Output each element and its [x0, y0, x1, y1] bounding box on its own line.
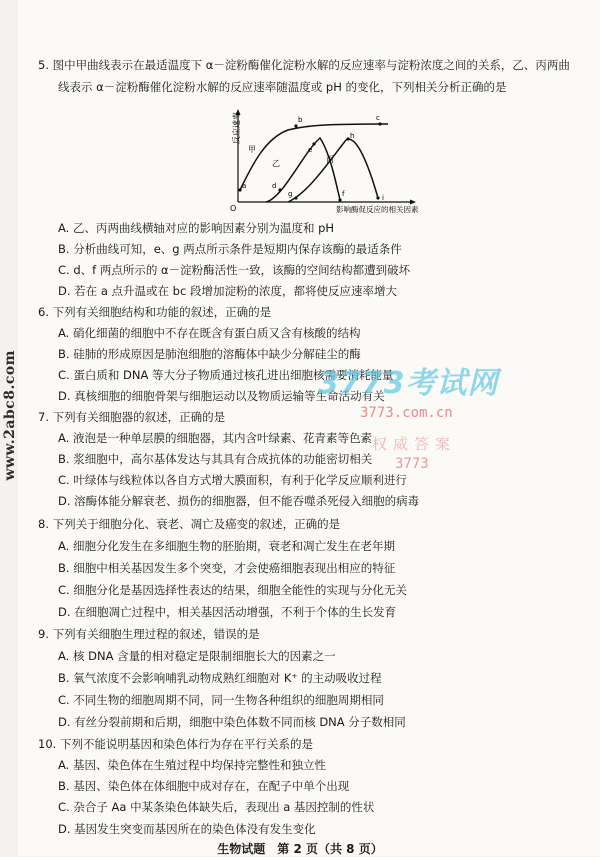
- y-axis-label: 反应速率: [232, 112, 241, 144]
- label-g: g: [288, 190, 293, 198]
- q9-option-d: D. 有丝分裂前期和后期，细胞中染色体数不同而核 DNA 分子数相同: [58, 715, 406, 729]
- q8-option-d: D. 在细胞凋亡过程中，相关基因活动增强，不利于个体的生长发育: [58, 605, 397, 619]
- origin-label: O: [230, 204, 237, 213]
- side-watermark-url: www.2abc8.com: [2, 350, 18, 481]
- q5-stem-line2: 线表示 α－淀粉酶催化淀粉水解的反应速率随温度或 pH 的变化，下列相关分析正确的是: [58, 80, 507, 94]
- point-b: [294, 124, 297, 127]
- q5-option-b: B. 分析曲线可知，e、g 两点所示条件是短期内保存该酶的最适条件: [58, 242, 402, 256]
- watermark-brand: 3773考试网: [318, 366, 499, 401]
- q5-stem-line1: 5. 图中甲曲线表示在最适温度下 α－淀粉酶催化淀粉水解的反应速率与淀粉浓度之间的关系，乙、丙两曲: [38, 58, 570, 72]
- q10-stem: 10. 下列不能说明基因和染色体行为存在平行关系的是: [38, 737, 313, 751]
- curve-bing-label: 丙: [326, 155, 334, 164]
- label-f: f: [342, 190, 345, 198]
- x-axis-label: 影响酶促反应的相关因素: [336, 205, 418, 214]
- q6-option-d: D. 真核细胞的细胞骨架与细胞运动以及物质运输等生命活动有关: [58, 389, 385, 403]
- q8-option-a: A. 细胞分化发生在多细胞生物的胚胎期，衰老和凋亡发生在老年期: [58, 539, 395, 553]
- q5-option-c: C. d、f 两点所示的 α－淀粉酶活性一致，该酶的空间结构都遭到破坏: [58, 263, 411, 277]
- q8-option-c: C. 细胞分化是基因选择性表达的结果，细胞全能性的实现与分化无关: [58, 583, 407, 597]
- q7-option-c: C. 叶绿体与线粒体以各自方式增大膜面积，有利于化学反应顺利进行: [58, 473, 407, 487]
- q9-stem: 9. 下列有关细胞生理过程的叙述，错误的是: [38, 627, 260, 641]
- q5-option-a: A. 乙、丙两曲线横轴对应的影响因素分别为温度和 pH: [58, 221, 335, 235]
- watermark-code: 3773: [395, 456, 429, 472]
- label-e: e: [308, 146, 313, 154]
- watermark-sub: 权威答案: [372, 435, 457, 453]
- q9-option-c: C. 不同生物的细胞周期不同，同一生物各种组织的细胞周期相同: [58, 693, 384, 707]
- label-i: i: [382, 194, 384, 202]
- point-i: [376, 196, 379, 199]
- q9-option-b: B. 氧气浓度不会影响哺乳动物成熟红细胞对 K⁺ 的主动吸收过程: [58, 671, 382, 685]
- q7-option-d: D. 溶酶体能分解衰老、损伤的细胞器，但不能吞噬杀死侵入细胞的病毒: [58, 494, 420, 508]
- point-f: [338, 198, 341, 201]
- q7-option-a: A. 液泡是一种单层膜的细胞器，其内含叶绿素、花青素等色素: [58, 431, 372, 445]
- curve-yi-label: 乙: [272, 159, 280, 168]
- q7-stem: 7. 下列有关细胞器的叙述，正确的是: [38, 410, 226, 424]
- label-d: d: [272, 182, 277, 190]
- q10-option-c: C. 杂合子 Aa 中某条染色体缺失后，表现出 a 基因控制的性状: [58, 800, 375, 814]
- q10-option-a: A. 基因、染色体在生殖过程中均保持完整性和独立性: [58, 758, 326, 772]
- q10-option-b: B. 基因、染色体在体细胞中成对存在，在配子中单个出现: [58, 779, 350, 793]
- q6-option-a: A. 硝化细菌的细胞中不存在既含有蛋白质又含有核酸的结构: [58, 326, 361, 340]
- q9-option-a: A. 核 DNA 含量的相对稳定是限制细胞长大的因素之一: [58, 649, 336, 663]
- label-b: b: [298, 116, 303, 124]
- q8-stem: 8. 下列关于细胞分化、衰老、凋亡及癌变的叙述，正确的是: [38, 517, 341, 531]
- x-axis-arrow: [410, 200, 416, 205]
- q8-option-b: B. 细胞中相关基因发生多个突变，才会使癌细胞表现出相应的特征: [58, 561, 396, 575]
- curve-jia-label: 甲: [248, 145, 256, 154]
- q5-option-d: D. 若在 a 点升温或在 bc 段增加淀粉的浓度，都将使反应速率增大: [58, 284, 397, 298]
- watermark-url: 3773.com.cn: [360, 405, 453, 421]
- point-g: [294, 196, 297, 199]
- q10-option-d: D. 基因发生突变而基因所在的染色体没有发生变化: [58, 822, 316, 836]
- q6-stem: 6. 下列有关细胞结构和功能的叙述，正确的是: [38, 305, 272, 319]
- point-c: [378, 122, 381, 125]
- label-h: h: [350, 132, 355, 140]
- point-e: [312, 142, 315, 145]
- q6-option-c: C. 蛋白质和 DNA 等大分子物质通过核孔进出细胞核需要消耗能量: [58, 368, 394, 382]
- enzyme-rate-chart: [228, 108, 418, 214]
- page-footer: 生物试题 第 2 页（共 8 页）: [217, 842, 383, 856]
- point-d: [278, 188, 281, 191]
- label-c: c: [376, 114, 380, 122]
- label-a: a: [242, 182, 247, 190]
- q6-option-b: B. 硅肺的形成原因是肺泡细胞的溶酶体中缺少分解硅尘的酶: [58, 347, 361, 361]
- q7-option-b: B. 浆细胞中，高尔基体发达与其具有合成抗体的功能密切相关: [58, 452, 373, 466]
